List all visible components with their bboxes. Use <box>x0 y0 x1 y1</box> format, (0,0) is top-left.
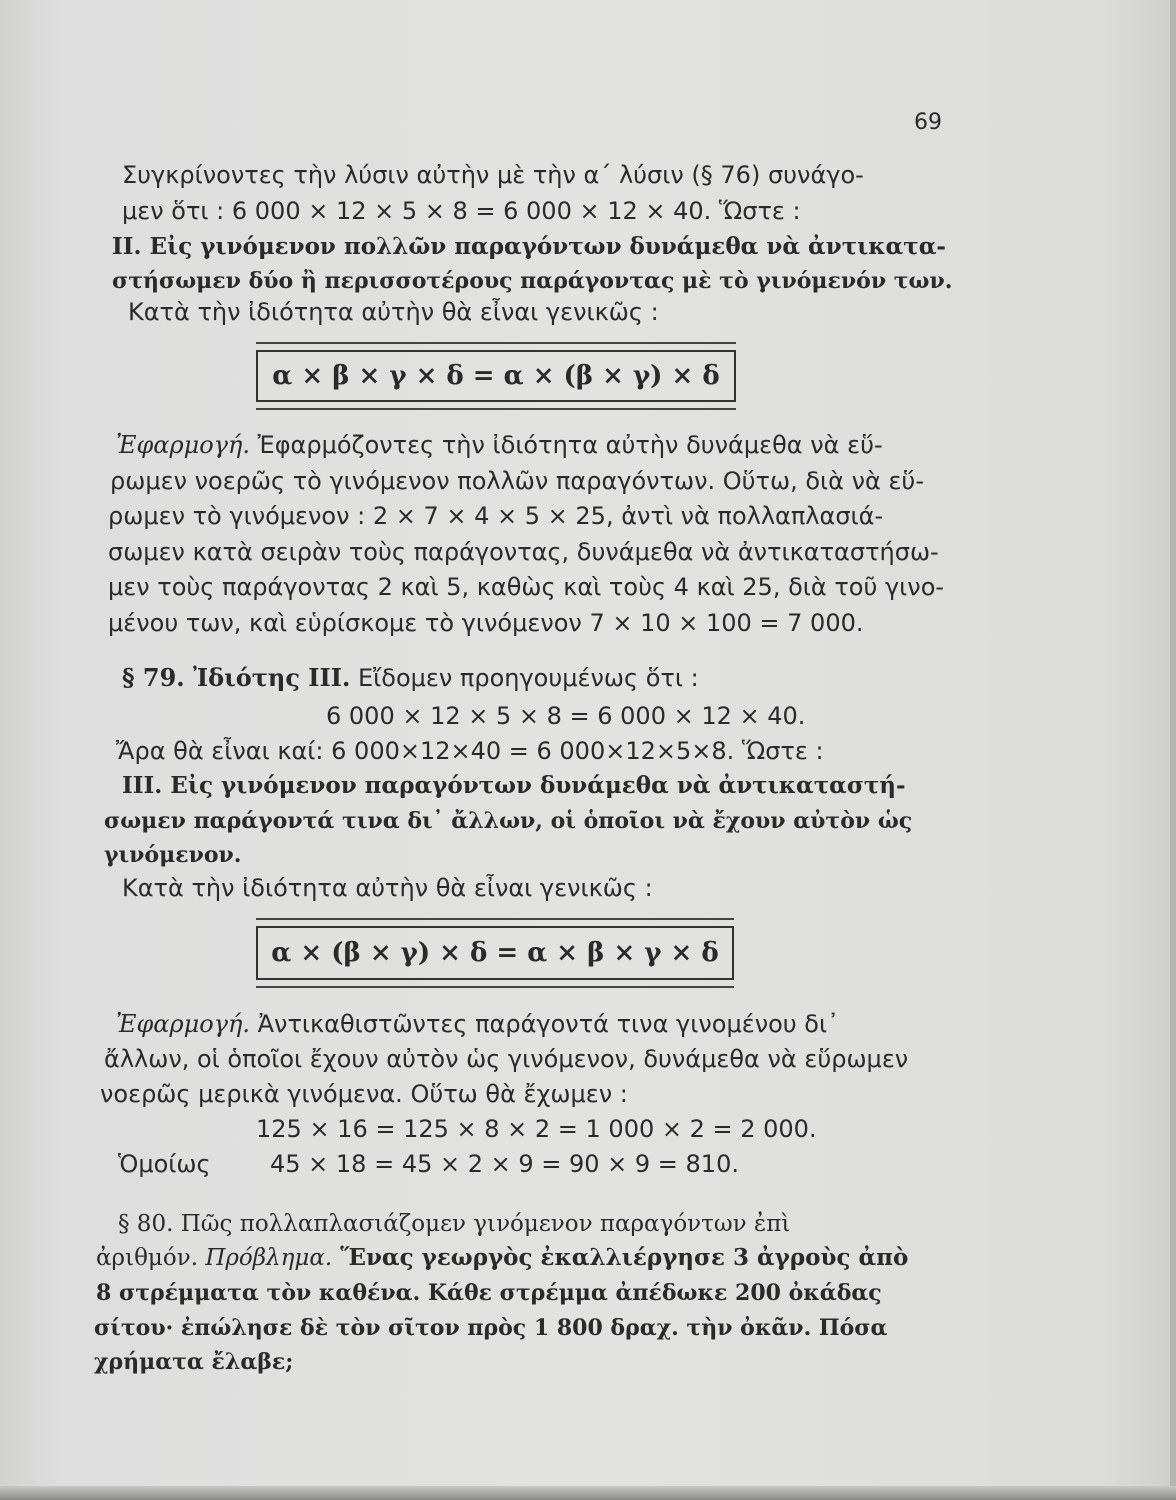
formula-box-2 <box>256 926 734 980</box>
equation-line: 45 × 18 = 45 × 2 × 9 = 90 × 9 = 810. <box>270 1150 739 1178</box>
page-edge-bottom <box>0 1486 1176 1500</box>
text-line: μεν τοὺς παράγοντας 2 καὶ 5, καθὼς καὶ τοὺς 4 καὶ 25, διὰ τοῦ γινο- <box>108 573 945 601</box>
problem-text: σίτου· ἐπώλησε δὲ τὸν σῖτον πρὸς 1 800 δραχ. τὴν ὀκᾶν. Πόσα <box>94 1315 888 1341</box>
formula-2: α × (β × γ) × δ = α × β × γ × δ <box>271 938 719 968</box>
application-label: Ἐφαρμογή. <box>116 431 250 459</box>
text-span: Ἐφαρμόζοντες τὴν ἰδιότητα αὐτὴν δυνάμεθα νὰ εὕ- <box>250 431 883 459</box>
text-span: ἀριθμόν. <box>96 1245 199 1271</box>
text-span: Εἴδομεν προηγουμένως ὅτι : <box>350 664 699 692</box>
formula-1: α × β × γ × δ = α × (β × γ) × δ <box>272 361 720 391</box>
text-line <box>96 1243 908 1273</box>
text-line: Κατὰ τὴν ἰδιότητα αὐτὴν θὰ εἶναι γενικῶς : <box>128 298 659 326</box>
text-line: Συγκρίνοντες τὴν λύσιν αὐτὴν μὲ τὴν α΄ λύσιν (§ 76) συνάγο- <box>122 161 864 189</box>
text-line: μεν ὅτι : 6 000 × 12 × 5 × 8 = 6 000 × 12 × 40. Ὥστε : <box>122 197 801 225</box>
text-line: ρωμεν τὸ γινόμενον : 2 × 7 × 4 × 5 × 25, ἀντὶ νὰ πολλαπλασιά- <box>108 502 884 530</box>
problem-text: 8 στρέμματα τὸν καθένα. Κάθε στρέμμα ἀπέδωκε 200 ὀκάδας <box>96 1280 882 1306</box>
problem-text: Ἕνας γεωργὸς ἐκαλλιέργησε 3 ἀγροὺς ἀπὸ <box>332 1244 909 1271</box>
text-line: μένου των, καὶ εὑρίσκομε τὸ γινόμενον 7 × 10 × 100 = 7 000. <box>108 609 864 637</box>
text-line <box>116 1009 839 1039</box>
rule-heading: II. Εἰς γινόμενον πολλῶν παραγόντων δυνάμεθα νὰ ἀντικατα- <box>112 233 946 260</box>
problem-label: Πρόβλημα. <box>198 1245 333 1271</box>
text-line: ρωμεν νοερῶς τὸ γινόμενον πολλῶν παραγόντων. Οὕτω, διὰ νὰ εὕ- <box>110 467 924 495</box>
section-heading <box>122 663 699 693</box>
text-line <box>116 430 883 460</box>
section-heading: § 80. Πῶς πολλαπλασιάζομεν γινόμενον παραγόντων ἐπὶ <box>118 1211 791 1237</box>
text-line: νοερῶς μερικὰ γινόμενα. Οὕτω θὰ ἔχωμεν : <box>100 1080 628 1108</box>
text-line: Κατὰ τὴν ἰδιότητα αὐτὴν θὰ εἶναι γενικῶς : <box>122 874 653 902</box>
rule-heading: στήσωμεν δύο ἢ περισσοτέρους παράγοντας μὲ τὸ γινόμενόν των. <box>112 268 953 294</box>
page-edge-right <box>1170 0 1176 1500</box>
rule-heading: σωμεν παράγοντά τινα δι᾽ ἄλλων, οἱ ὁποῖοι νὰ ἔχουν αὐτὸν ὡς <box>104 808 913 834</box>
text-span: Ἀντικαθιστῶντες παράγοντά τινα γινομένου δι᾽ <box>250 1010 840 1038</box>
page-number: 69 <box>914 110 942 135</box>
text-line: ἄλλων, οἱ ὁποῖοι ἔχουν αὐτὸν ὡς γινόμενον, δυνάμεθα νὰ εὕρωμεν <box>104 1045 909 1073</box>
application-label: Ἐφαρμογή. <box>116 1010 250 1038</box>
text-line: Ὁμοίως <box>118 1150 211 1178</box>
equation-line: 125 × 16 = 125 × 8 × 2 = 1 000 × 2 = 2 000. <box>256 1115 817 1143</box>
formula-box-1 <box>256 350 736 402</box>
rule-heading: γινόμενον. <box>104 842 242 868</box>
rule-heading: III. Εἰς γινόμενον παραγόντων δυνάμεθα νὰ ἀντικαταστή- <box>122 772 906 799</box>
section-title: § 79. Ἰδιότης III. <box>122 663 351 692</box>
text-line: Ἄρα θὰ εἶναι καί: 6 000×12×40 = 6 000×12×5×8. Ὥστε : <box>116 737 824 765</box>
text-line: σωμεν κατὰ σειρὰν τοὺς παράγοντας, δυνάμεθα νὰ ἀντικαταστήσω- <box>108 538 939 566</box>
equation-line: 6 000 × 12 × 5 × 8 = 6 000 × 12 × 40. <box>326 702 806 730</box>
problem-text: χρήματα ἔλαβε; <box>94 1349 294 1375</box>
